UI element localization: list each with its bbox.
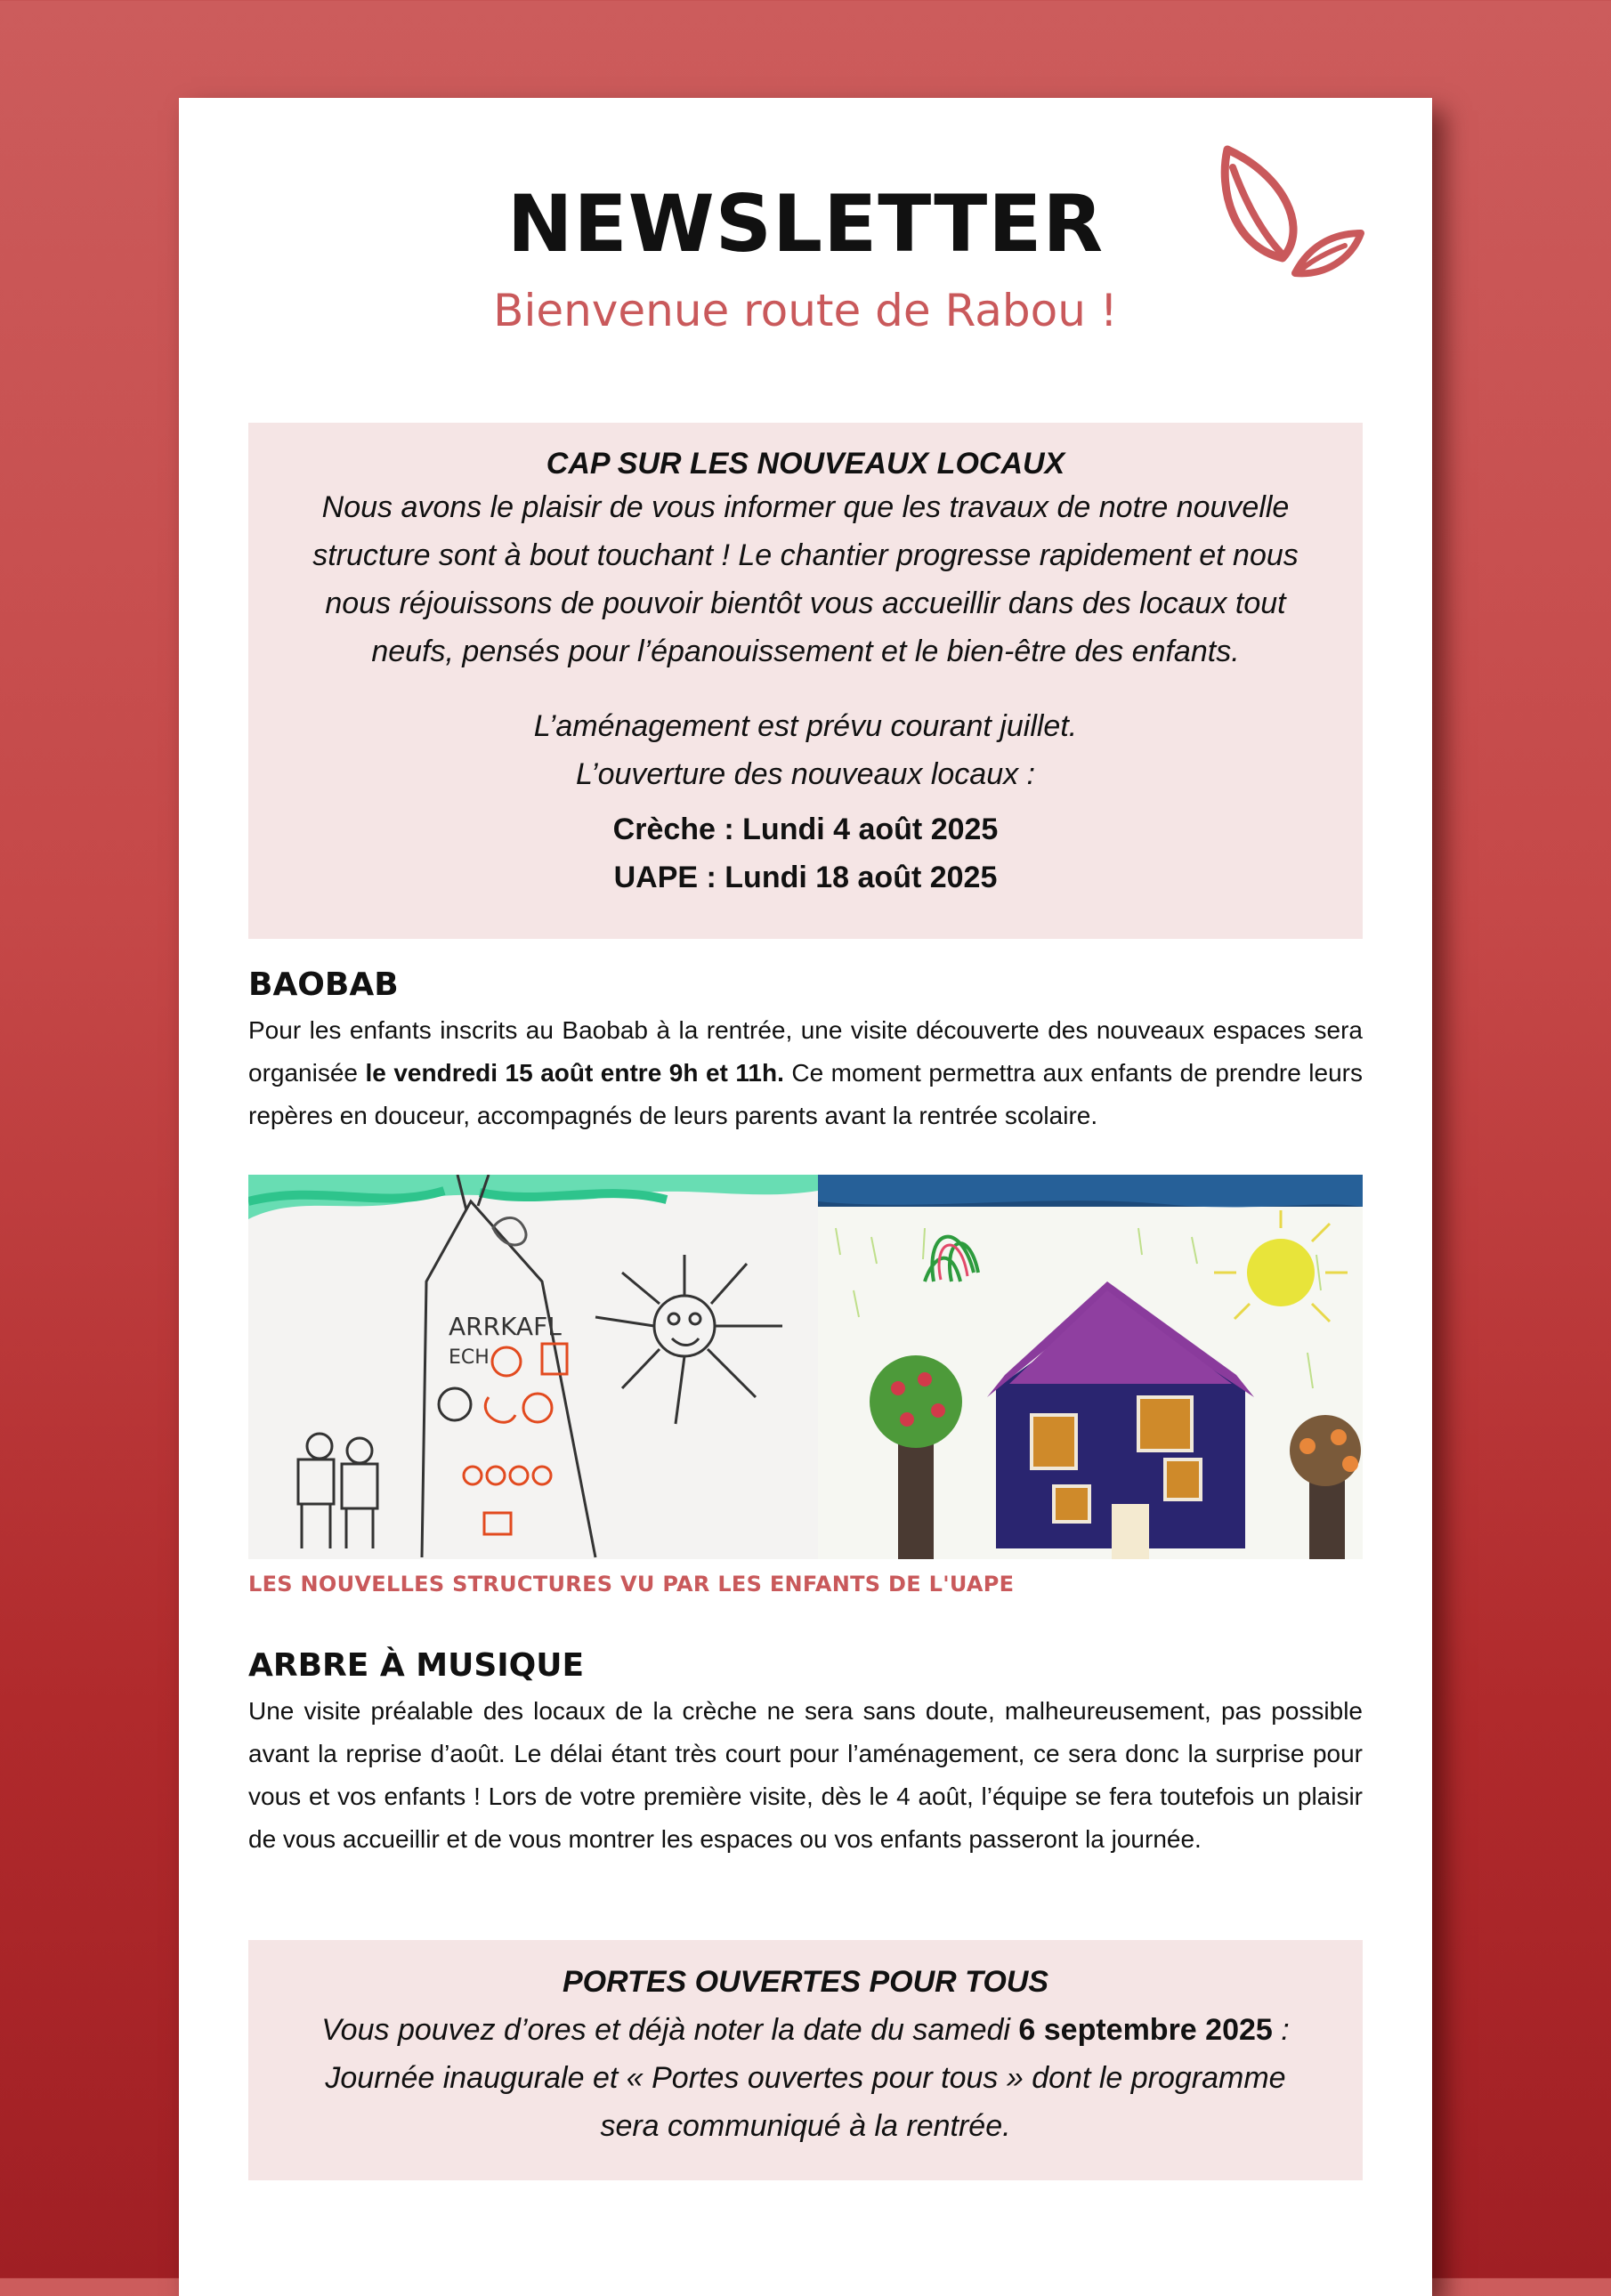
open-house-text	[293, 2006, 1318, 2054]
baobab-visit-date: le vendredi 15 août entre 9h et 11h.	[365, 1059, 784, 1087]
open-house-colon: :	[1272, 2013, 1290, 2047]
intro-line-amenagement: L’aménagement est prévu courant juillet.	[533, 709, 1078, 744]
left-drawing	[248, 1175, 818, 1559]
intro-paragraph: Nous avons le plaisir de vous informer que les travaux de notre nouvelle structure sont à bout touchant ! Le chantier progresse rapidement et nous nous réjouissons de pouvoir bientôt vous accueillir dans des locaux tout neufs, pensés pour l’épanouissement et le bien-être des enfants.	[312, 490, 1299, 669]
open-house-heading: PORTES OUVERTES POUR TOUS	[562, 1965, 1048, 1999]
drawing-sublabel: ECH	[449, 1346, 490, 1369]
open-house-date: 6 septembre 2025	[1018, 2013, 1273, 2047]
intro-box	[248, 423, 1363, 939]
arbre-section	[248, 1646, 1363, 1861]
open-house-box	[248, 1940, 1363, 2180]
arbre-heading: ARBRE À MUSIQUE	[248, 1647, 585, 1684]
intro-line-ouverture: L’ouverture des nouveaux locaux :	[575, 757, 1035, 792]
children-drawings-image	[248, 1175, 1363, 1559]
newsletter-title: NEWSLETTER	[506, 178, 1105, 270]
newsletter-page	[179, 98, 1432, 2296]
baobab-text	[248, 1009, 1363, 1137]
date-uape: UAPE : Lundi 18 août 2025	[613, 861, 998, 895]
leaves-icon	[1213, 144, 1364, 278]
newsletter-subtitle: Bienvenue route de Rabou !	[493, 285, 1118, 336]
baobab-heading: BAOBAB	[248, 966, 399, 1003]
baobab-text-end: Ce moment permettra aux enfants de prendre leurs repères en douceur, accompagnés de leurs parents avant la rentrée scolaire.	[248, 1059, 1363, 1130]
open-house-text-start: Vous pouvez d’ores et déjà noter la date du samedi	[321, 2013, 1019, 2047]
date-creche: Crèche : Lundi 4 août 2025	[612, 812, 999, 847]
intro-heading: CAP SUR LES NOUVEAUX LOCAUX	[546, 447, 1065, 481]
drawing-label: ARRKAFL	[449, 1312, 562, 1341]
open-house-program: Journée inaugurale et « Portes ouvertes pour tous » dont le programme sera communiqué à la rentrée.	[325, 2061, 1286, 2143]
arbre-text: Une visite préalable des locaux de la crèche ne sera sans doute, malheureusement, pas possible avant la reprise d’août. Le délai étant très court pour l’aménagement, ce sera donc la surprise pour vous et vos enfants ! Lors de votre première visite, dès le 4 août, l’équipe se fera toutefois un plaisir de vous accueillir et de vous montrer les espaces ou vos enfants passeront la journée.	[248, 1697, 1363, 1854]
drawings-caption: LES NOUVELLES STRUCTURES VU PAR LES ENFANTS DE L'UAPE	[248, 1572, 1015, 1597]
baobab-section	[248, 966, 1363, 1137]
baobab-text-start: Pour les enfants inscrits au Baobab à la rentrée, une visite découverte des nouveaux espaces sera organisée	[248, 1016, 1363, 1087]
right-drawing	[818, 1175, 1363, 1559]
